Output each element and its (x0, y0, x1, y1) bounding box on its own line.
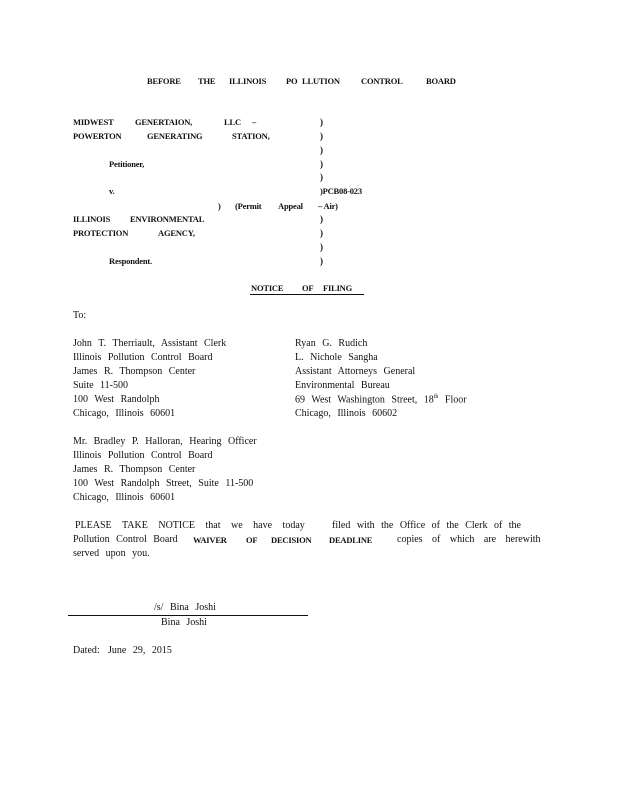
address-line: Illinois Pollution Control Board (73, 450, 213, 461)
signature-text: /s/ Bina Joshi (154, 602, 216, 613)
petitioner-word: GENERATING (147, 131, 203, 141)
address-line: James R. Thompson Center (73, 464, 196, 475)
street-text: 69 West Washington Street, 18 (295, 394, 434, 406)
floor-text: Floor (438, 394, 467, 406)
permit-word: (Permit (235, 201, 262, 211)
petitioner-role: Petitioner, (109, 159, 145, 169)
document-title-bold: OF DECISION (246, 535, 312, 545)
paren: ) (320, 242, 323, 252)
paren: ) (320, 117, 323, 127)
address-line (295, 394, 467, 405)
petitioner-word: POWERTON (73, 131, 122, 141)
paren: ) (320, 145, 323, 155)
title-word: THE (198, 76, 216, 86)
paren: ) (320, 214, 323, 224)
title-word: LLUTION (302, 76, 340, 86)
permit-word: Appeal (278, 201, 303, 211)
title-word: ILLINOIS (229, 76, 267, 86)
heading-underline (250, 294, 364, 295)
address-line: Chicago, Illinois 60602 (295, 408, 398, 419)
address-line: Environmental Bureau (295, 380, 390, 391)
title-word: BEFORE (147, 76, 181, 86)
body-text: filed with the Office of the Clerk of the (332, 520, 521, 531)
address-line: 100 West Randolph Street, Suite 11-500 (73, 478, 254, 489)
signer-name: Bina Joshi (161, 617, 207, 628)
ordinal-suffix: th (433, 394, 439, 400)
address-line: 100 West Randolph (73, 394, 160, 405)
address-line: John T. Therriault, Assistant Clerk (73, 338, 227, 349)
respondent-word: ENVIRONMENTAL (130, 214, 205, 224)
versus-label: v. (109, 186, 115, 196)
address-line: Ryan G. Rudich (295, 338, 368, 349)
heading-word: FILING (323, 283, 353, 293)
dated-value: June 29, 2015 (108, 645, 172, 656)
heading-word: NOTICE (251, 283, 284, 293)
address-line: L. Nichole Sangha (295, 352, 378, 363)
paren: ) (320, 172, 323, 182)
petitioner-word: GENERTAION, (135, 117, 193, 127)
address-line: Suite 11-500 (73, 380, 129, 391)
body-text: Pollution Control Board (73, 534, 178, 545)
to-label: To: (73, 310, 87, 321)
dated-label: Dated: (73, 645, 100, 656)
title-word: BOARD (426, 76, 456, 86)
paren: ) (320, 256, 323, 266)
case-number: )PCB08-023 (320, 186, 362, 196)
respondent-role: Respondent. (109, 256, 152, 266)
paren: ) (320, 159, 323, 169)
title-word: CONTROL (361, 76, 403, 86)
title-word: PO (286, 76, 298, 86)
paren: ) (320, 228, 323, 238)
body-text: PLEASE TAKE NOTICE that we have today (75, 520, 305, 531)
signature-line (68, 615, 308, 616)
address-line: Assistant Attorneys General (295, 366, 416, 377)
address-line: Mr. Bradley P. Halloran, Hearing Officer (73, 436, 257, 447)
body-text: copies of which are herewith (397, 534, 541, 545)
respondent-word: AGENCY, (158, 228, 195, 238)
document-title-bold: DEADLINE (329, 535, 373, 545)
address-line: Illinois Pollution Control Board (73, 352, 213, 363)
petitioner-word: STATION, (232, 131, 270, 141)
petitioner-word: LLC (224, 117, 241, 127)
petitioner-word: MIDWEST (73, 117, 114, 127)
respondent-word: PROTECTION (73, 228, 129, 238)
respondent-word: ILLINOIS (73, 214, 111, 224)
document-title-bold: WAIVER (193, 535, 227, 545)
address-line: Chicago, Illinois 60601 (73, 492, 176, 503)
body-text: served upon you. (73, 548, 150, 559)
address-line: James R. Thompson Center (73, 366, 196, 377)
permit-word: – Air) (318, 201, 338, 211)
heading-word: OF (302, 283, 314, 293)
petitioner-word: – (252, 117, 257, 127)
address-line: Chicago, Illinois 60601 (73, 408, 176, 419)
paren: ) (320, 131, 323, 141)
permit-word: ) (218, 201, 221, 211)
